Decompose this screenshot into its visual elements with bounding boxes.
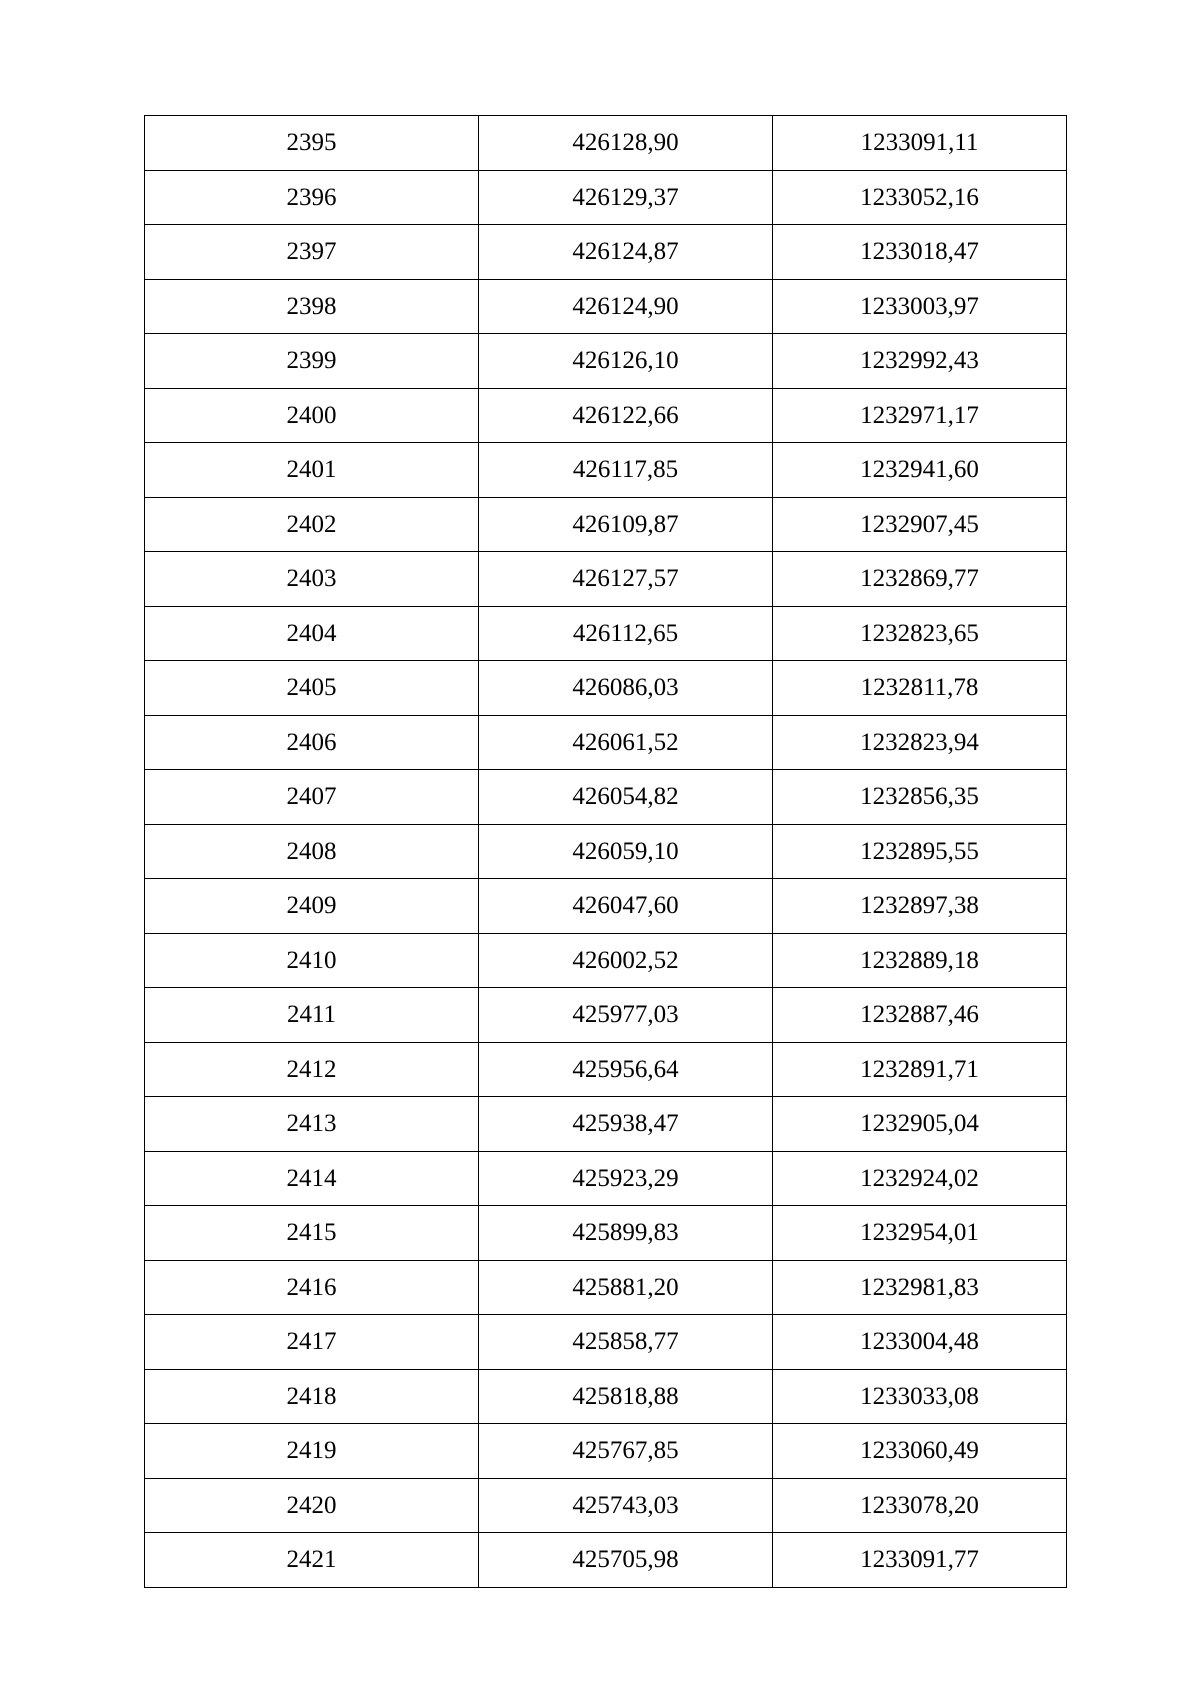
y-coordinate-cell: 1232856,35 [773, 770, 1067, 825]
coordinates-table [144, 115, 1067, 1588]
x-coordinate-cell: 426117,85 [479, 443, 773, 498]
y-coordinate-cell: 1232905,04 [773, 1097, 1067, 1152]
point-number-cell: 2401 [145, 443, 479, 498]
y-coordinate-cell: 1232887,46 [773, 988, 1067, 1043]
table-row [145, 770, 1067, 825]
table-row [145, 225, 1067, 280]
y-coordinate-cell: 1233004,48 [773, 1315, 1067, 1370]
point-number-cell: 2409 [145, 879, 479, 934]
x-coordinate-cell: 426109,87 [479, 497, 773, 552]
x-coordinate-cell: 426054,82 [479, 770, 773, 825]
point-number-cell: 2406 [145, 715, 479, 770]
y-coordinate-cell: 1232907,45 [773, 497, 1067, 552]
y-coordinate-cell: 1232992,43 [773, 334, 1067, 389]
table-row [145, 824, 1067, 879]
y-coordinate-cell: 1233052,16 [773, 170, 1067, 225]
table-row [145, 1260, 1067, 1315]
table-row [145, 497, 1067, 552]
y-coordinate-cell: 1232981,83 [773, 1260, 1067, 1315]
y-coordinate-cell: 1232895,55 [773, 824, 1067, 879]
x-coordinate-cell: 425899,83 [479, 1206, 773, 1261]
point-number-cell: 2410 [145, 933, 479, 988]
x-coordinate-cell: 426128,90 [479, 116, 773, 171]
y-coordinate-cell: 1232924,02 [773, 1151, 1067, 1206]
coordinates-table-body [145, 116, 1067, 1588]
table-row [145, 552, 1067, 607]
point-number-cell: 2421 [145, 1533, 479, 1588]
y-coordinate-cell: 1233091,77 [773, 1533, 1067, 1588]
y-coordinate-cell: 1232954,01 [773, 1206, 1067, 1261]
y-coordinate-cell: 1232869,77 [773, 552, 1067, 607]
point-number-cell: 2407 [145, 770, 479, 825]
x-coordinate-cell: 426126,10 [479, 334, 773, 389]
x-coordinate-cell: 426059,10 [479, 824, 773, 879]
point-number-cell: 2395 [145, 116, 479, 171]
y-coordinate-cell: 1232823,94 [773, 715, 1067, 770]
table-row [145, 1151, 1067, 1206]
point-number-cell: 2416 [145, 1260, 479, 1315]
point-number-cell: 2397 [145, 225, 479, 280]
x-coordinate-cell: 426086,03 [479, 661, 773, 716]
point-number-cell: 2398 [145, 279, 479, 334]
x-coordinate-cell: 425743,03 [479, 1478, 773, 1533]
table-row [145, 661, 1067, 716]
table-row [145, 879, 1067, 934]
table-row [145, 988, 1067, 1043]
table-row [145, 279, 1067, 334]
y-coordinate-cell: 1232889,18 [773, 933, 1067, 988]
x-coordinate-cell: 425923,29 [479, 1151, 773, 1206]
table-row [145, 1206, 1067, 1261]
x-coordinate-cell: 426002,52 [479, 933, 773, 988]
x-coordinate-cell: 426127,57 [479, 552, 773, 607]
point-number-cell: 2411 [145, 988, 479, 1043]
y-coordinate-cell: 1232941,60 [773, 443, 1067, 498]
point-number-cell: 2420 [145, 1478, 479, 1533]
x-coordinate-cell: 426047,60 [479, 879, 773, 934]
y-coordinate-cell: 1233018,47 [773, 225, 1067, 280]
table-row [145, 443, 1067, 498]
point-number-cell: 2399 [145, 334, 479, 389]
x-coordinate-cell: 425818,88 [479, 1369, 773, 1424]
table-row [145, 388, 1067, 443]
point-number-cell: 2413 [145, 1097, 479, 1152]
point-number-cell: 2419 [145, 1424, 479, 1479]
point-number-cell: 2415 [145, 1206, 479, 1261]
y-coordinate-cell: 1232897,38 [773, 879, 1067, 934]
y-coordinate-cell: 1233003,97 [773, 279, 1067, 334]
x-coordinate-cell: 426124,87 [479, 225, 773, 280]
point-number-cell: 2414 [145, 1151, 479, 1206]
point-number-cell: 2405 [145, 661, 479, 716]
point-number-cell: 2402 [145, 497, 479, 552]
table-row [145, 1369, 1067, 1424]
y-coordinate-cell: 1232811,78 [773, 661, 1067, 716]
table-row [145, 116, 1067, 171]
y-coordinate-cell: 1232971,17 [773, 388, 1067, 443]
table-row [145, 1315, 1067, 1370]
point-number-cell: 2408 [145, 824, 479, 879]
point-number-cell: 2400 [145, 388, 479, 443]
table-row [145, 606, 1067, 661]
point-number-cell: 2403 [145, 552, 479, 607]
table-row [145, 170, 1067, 225]
x-coordinate-cell: 425881,20 [479, 1260, 773, 1315]
point-number-cell: 2412 [145, 1042, 479, 1097]
table-row [145, 1533, 1067, 1588]
x-coordinate-cell: 425705,98 [479, 1533, 773, 1588]
x-coordinate-cell: 426112,65 [479, 606, 773, 661]
x-coordinate-cell: 426061,52 [479, 715, 773, 770]
x-coordinate-cell: 426129,37 [479, 170, 773, 225]
table-row [145, 1478, 1067, 1533]
x-coordinate-cell: 425938,47 [479, 1097, 773, 1152]
x-coordinate-cell: 425767,85 [479, 1424, 773, 1479]
x-coordinate-cell: 425858,77 [479, 1315, 773, 1370]
point-number-cell: 2404 [145, 606, 479, 661]
x-coordinate-cell: 425956,64 [479, 1042, 773, 1097]
point-number-cell: 2418 [145, 1369, 479, 1424]
table-row [145, 933, 1067, 988]
table-row [145, 715, 1067, 770]
point-number-cell: 2417 [145, 1315, 479, 1370]
table-row [145, 334, 1067, 389]
y-coordinate-cell: 1233091,11 [773, 116, 1067, 171]
y-coordinate-cell: 1233060,49 [773, 1424, 1067, 1479]
x-coordinate-cell: 425977,03 [479, 988, 773, 1043]
y-coordinate-cell: 1233033,08 [773, 1369, 1067, 1424]
point-number-cell: 2396 [145, 170, 479, 225]
x-coordinate-cell: 426122,66 [479, 388, 773, 443]
y-coordinate-cell: 1232823,65 [773, 606, 1067, 661]
y-coordinate-cell: 1233078,20 [773, 1478, 1067, 1533]
table-row [145, 1097, 1067, 1152]
table-row [145, 1424, 1067, 1479]
x-coordinate-cell: 426124,90 [479, 279, 773, 334]
y-coordinate-cell: 1232891,71 [773, 1042, 1067, 1097]
table-row [145, 1042, 1067, 1097]
